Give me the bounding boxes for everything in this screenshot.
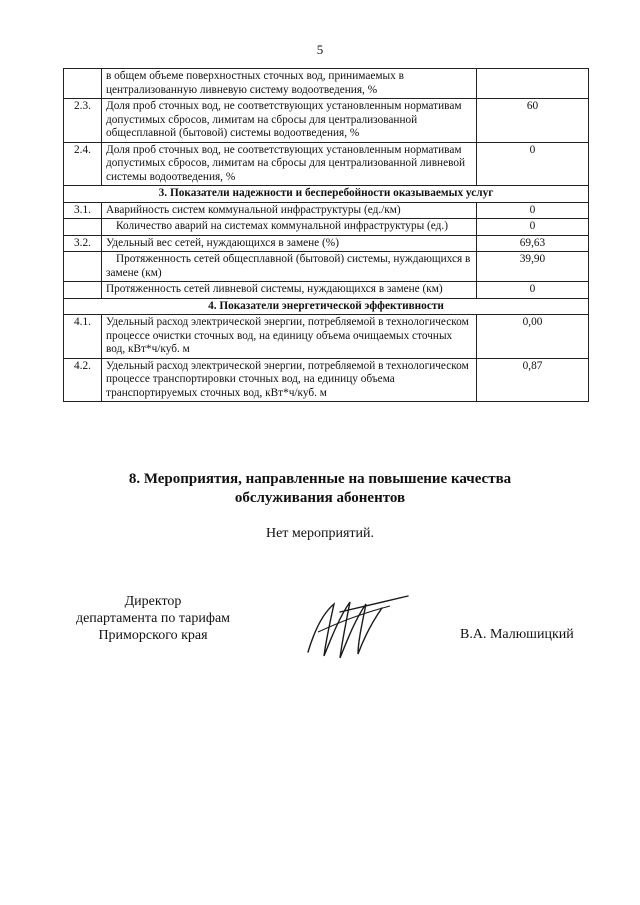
- table-row: [64, 69, 589, 99]
- row-number: 3.1.: [64, 202, 102, 219]
- indicator-value: 0,00: [477, 315, 589, 359]
- indicator-name: Протяженность сетей общесплавной (бытовой) системы, нуждающихся в замене (км): [102, 252, 477, 282]
- row-number: 2.4.: [64, 142, 102, 186]
- handwritten-signature: [300, 592, 410, 664]
- row-number: 4.1.: [64, 315, 102, 359]
- indicator-value: 60: [477, 99, 589, 143]
- indicator-value: 0: [477, 202, 589, 219]
- indicator-name: Доля проб сточных вод, не соответствующих установленным нормативам допустимых сбросов, лимитам на сбросы для централизованной ливневой системы водоотведения, %: [102, 142, 477, 186]
- row-number: [64, 219, 102, 236]
- signer-title: [58, 593, 248, 644]
- table-row: [64, 282, 589, 299]
- signer-title-line-3: Приморского края: [98, 628, 208, 643]
- indicator-value: 0: [477, 142, 589, 186]
- indicators-table-body: [64, 69, 589, 402]
- indicator-name: Аварийность систем коммунальной инфраструктуры (ед./км): [102, 202, 477, 219]
- table-row: [64, 219, 589, 236]
- page-number: 5: [316, 42, 324, 57]
- row-number: [64, 69, 102, 99]
- table-row: [64, 99, 589, 143]
- indicator-name: Удельный вес сетей, нуждающихся в замене (%): [102, 235, 477, 252]
- indicator-name: Количество аварий на системах коммунальной инфраструктуры (ед.): [102, 219, 477, 236]
- table-row: [64, 315, 589, 359]
- section-header-row: [64, 298, 589, 315]
- signer-title-line-1: Директор: [124, 594, 182, 609]
- indicator-name: Доля проб сточных вод, не соответствующих установленным нормативам допустимых сбросов, лимитам на сбросы для централизованной общесплавной (бытовой) системы водоотведения, %: [102, 99, 477, 143]
- indicator-value: 0: [477, 282, 589, 299]
- section-header-row: [64, 186, 589, 203]
- section-header: 3. Показатели надежности и бесперебойности оказываемых услуг: [64, 186, 589, 203]
- section-8-heading-line-1: 8. Мероприятия, направленные на повышение качества: [128, 471, 512, 487]
- indicator-value: [477, 69, 589, 99]
- row-number: [64, 252, 102, 282]
- indicator-name: Удельный расход электрической энергии, потребляемой в технологическом процессе транспортировки сточных вод, на единицу объема транспортируемых сточных вод, кВт*ч/куб. м: [102, 358, 477, 402]
- section-8-heading: [0, 470, 640, 508]
- indicator-name: в общем объеме поверхностных сточных вод, принимаемых в централизованную ливневую систему водоотведения, %: [102, 69, 477, 99]
- row-number: 3.2.: [64, 235, 102, 252]
- indicator-value: 69,63: [477, 235, 589, 252]
- indicator-name: Удельный расход электрической энергии, потребляемой в технологическом процессе очистки сточных вод, на единицу объема очищаемых сточных вод, кВт*ч/куб. м: [102, 315, 477, 359]
- indicators-table: [63, 68, 589, 402]
- section-8-body: Нет мероприятий.: [265, 526, 375, 541]
- row-number: 2.3.: [64, 99, 102, 143]
- row-number: 4.2.: [64, 358, 102, 402]
- indicator-value: 39,90: [477, 252, 589, 282]
- table-row: [64, 252, 589, 282]
- signer-title-line-2: департамента по тарифам: [75, 611, 231, 626]
- signer-name: В.А. Малюшицкий: [460, 627, 574, 642]
- row-number: [64, 282, 102, 299]
- table-row: [64, 142, 589, 186]
- section-header: 4. Показатели энергетической эффективности: [64, 298, 589, 315]
- section-8-heading-line-2: обслуживания абонентов: [234, 490, 406, 506]
- indicator-value: 0,87: [477, 358, 589, 402]
- table-row: [64, 358, 589, 402]
- table-row: [64, 235, 589, 252]
- indicator-value: 0: [477, 219, 589, 236]
- indicator-name: Протяженность сетей ливневой системы, нуждающихся в замене (км): [102, 282, 477, 299]
- table-row: [64, 202, 589, 219]
